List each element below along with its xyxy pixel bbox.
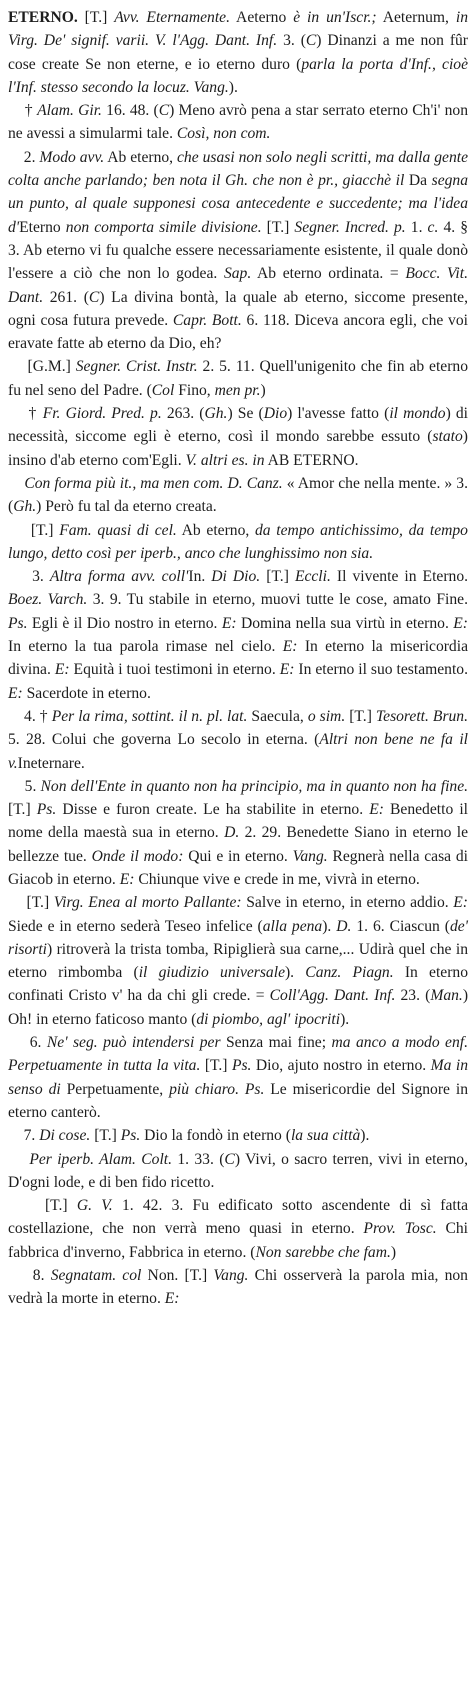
entry-paragraph-7: [T.] Fam. quasi di cel. Ab eterno, da tempo antichissimo, da tempo lungo, detto così per iperb., anco che lunghissimo non sia. [8,521,468,562]
entry-paragraph-10: 5. Non dell'Ente in quanto non ha principio, ma in quanto non ha fine. [T.] Ps. Disse e furon create. Le ha stabilite in eterno. E: Benedetto il nome della maestà sua in eterno. D. 2. 29. Benedette Siano in eterno le bellezze tue. Onde il modo: Qui e in eterno. Vang. Regnerà nella casa di Giacob in eterno. E: Chiunque vive e crede in me, vivrà in eterno. [8,777,469,888]
entry-paragraph-15: [T.] G. V. 1. 42. 3. Fu edificato sotto ascendente di sì fatta costellazione, che non verrà meno quasi in eterno. Prov. Tosc. Chi fabbrica d'inverno, Fabbrica in eterno. (Non sarebbe che fam.) [8,1197,468,1261]
entry-paragraph-8: 3. Altra forma avv. coll'In. Di Dio. [T.] Eccli. Il vivente in Eterno. Boez. Varch. 3. 9. Tu stabile in eterno, muovi tutte le cose, amato Fine. Ps. Egli è il Dio nostro in eterno. E: Domina nella sua virtù in eterno. E: In eterno la tua parola rimase nel cielo. E: In eterno la misericordia divina. E: Equità i tuoi testimoni in eterno. E: In eterno il suo testamento. E: Sacerdote in eterno. [8,568,469,702]
entry-paragraph-11: [T.] Virg. Enea al morto Pallante: Salve in eterno, in eterno addio. E: Siede e in eterno sederà Teseo infelice (alla pena). D. 1. 6. Ciascun (de' risorti) ritroverà la trista tomba, Ripiglierà sua carne,... Udirà quel che in eterno rimbomba (il giudizio universale). Canz. Piagn. In eterno confinati Cristo v' ha da chi gli crede. = Coll'Agg. Dant. Inf. 23. (Man.) Oh! in eterno faticoso manto (di piombo, agl' ipocriti). [8,894,469,1028]
entry-paragraph-12: 6. Ne' seg. può intendersi per Senza mai fine; ma anco a modo enf. Perpetuamente in tutta la vita. [T.] Ps. Dio, ajuto nostro in eterno. Ma in senso di Perpetuamente, più chiaro. Ps. Le misericordie del Signore in eterno canterò. [8,1034,469,1121]
entry-paragraph-13: 7. Di cose. [T.] Ps. Dio la fondò in eterno (la sua città). [8,1127,370,1145]
entry-paragraph-16: 8. Segnatam. col Non. [T.] Vang. Chi osserverà la parola mia, non vedrà la morte in eterno. E: [8,1267,468,1308]
entry-paragraph-9: 4. † Per la rima, sottint. il n. pl. lat. Saecula, o sim. [T.] Tesorett. Brun. 5. 28. Colui che governa Lo secolo in eterna. (Altri non bene ne fa il v.Ineternare. [8,707,469,772]
entry-paragraph-14: Per iperb. Alam. Colt. 1. 33. (C) Vivi, o sacro terren, vivi in eterno, D'ogni lode, e di ben fido ricetto. [8,1150,469,1191]
entry-paragraph-2: † Alam. Gir. 16. 48. (C) Meno avrò pena a star serrato eterno Ch'i' non ne avessi a simularmi tale. Così, non com. [8,102,469,143]
entry-paragraph-4: [G.M.] Segner. Crist. Instr. 2. 5. 11. Quell'unigenito che fin ab eterno fu nel seno del Padre. (Col Fino, men pr.) [8,358,468,399]
entry-paragraph-3: 2. Modo avv. Ab eterno, che usasi non solo negli scritti, ma dalla gente colta anche parlando; ben nota il Gh. che non è pr., giacchè il Da segna un punto, al quale supponesi cosa antecedente e succedente; ma l'idea d'Eterno non comporta simile divisione. [T.] Segner. Incred. p. 1. c. 4. § 3. Ab eterno vi fu qualche essere necessariamente esistente, il quale donò l'essere a ciò che non lo godea. Sap. Ab eterno ordinata. = Bocc. Vit. Dant. 261. (C) La divina bontà, la quale ab eterno, siccome presente, ogni cosa futura prevede. Capr. Bott. 6. 118. Diceva ancora egli, che voi eravate fatte ab eterno da Dio, eh? [8,148,469,353]
entry-paragraph-1: ETERNO. [T.] Avv. Eternamente. Aeterno è in un'Iscr.; Aeternum, in Virg. De' signif. varii. V. l'Agg. Dant. Inf. 3. (C) Dinanzi a me non fûr cose create Se non eterne, e io eterno duro (parla la porta d'Inf., cioè l'Inf. stesso secondo la locuz. Vang.). [8,9,469,96]
entry-paragraph-5: † Fr. Giord. Pred. p. 263. (Gh.) Se (Dio) l'avesse fatto (il mondo) di necessità, siccome egli è eterno, così il mondo sarebbe essuto (stato) insino d'ab eterno com'Egli. V. altri es. in AB ETERNO. [8,405,469,469]
dictionary-page [8,6,468,1311]
entry-paragraph-6: Con forma più it., ma men com. D. Canz. « Amor che nella mente. » 3. (Gh.) Però fu tal da eterno creata. [8,474,468,516]
